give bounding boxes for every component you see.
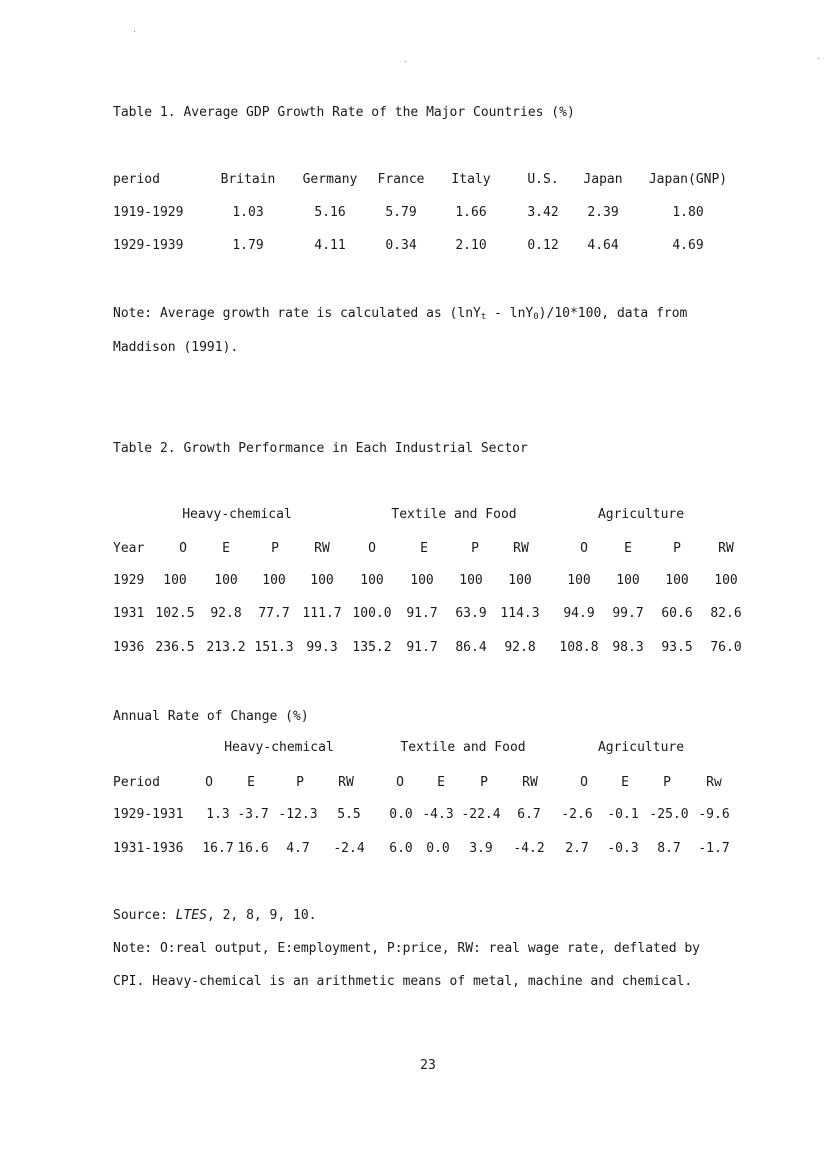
table1-cell: 5.79 [385, 205, 417, 220]
table1-note-line1: Note: Average growth rate is calculated as (lnY$_t$ - lnY$_0$)/10*100, data from [113, 306, 688, 322]
annual-group-header: Textile and Food [400, 740, 526, 755]
table2-cell: 86.4 [455, 640, 487, 655]
table2-cell: 102.5 [155, 606, 195, 621]
table1-header: Germany [302, 172, 358, 187]
annual-cell: 5.5 [337, 807, 361, 822]
table2-group-header: Textile and Food [391, 507, 517, 522]
table2-cell: 100 [214, 573, 238, 588]
annual-subheader: RW [522, 775, 538, 790]
annual-subheader: P [663, 775, 671, 790]
annual-cell: -1.7 [698, 841, 730, 856]
table2-year-label: Year [113, 541, 145, 556]
annual-cell: -0.3 [607, 841, 639, 856]
scan-speck [405, 61, 406, 62]
table2-cell: 100 [262, 573, 286, 588]
table2-cell: 100 [459, 573, 483, 588]
annual-cell: 2.7 [565, 841, 589, 856]
table2-cell: 100 [714, 573, 738, 588]
annual-cell: -22.4 [461, 807, 501, 822]
table2-cell: 100 [616, 573, 640, 588]
table2-subheader: RW [513, 541, 529, 556]
table2-cell: 135.2 [352, 640, 392, 655]
table2-cell: 100 [508, 573, 532, 588]
annual-cell: 1.3 [206, 807, 230, 822]
table2-note-line2: CPI. Heavy-chemical is an arithmetic means of metal, machine and chemical. [113, 974, 693, 989]
table1-cell: 2.39 [587, 205, 619, 220]
table2-subheader: RW [314, 541, 330, 556]
table2-cell: 77.7 [258, 606, 290, 621]
annual-cell: -3.7 [237, 807, 269, 822]
table1-cell: 3.42 [527, 205, 559, 220]
annual-cell: 8.7 [657, 841, 681, 856]
table2-note-line1: Note: O:real output, E:employment, P:price, RW: real wage rate, deflated by [113, 941, 700, 956]
annual-cell: -2.4 [333, 841, 365, 856]
table2-subheader: O [580, 541, 588, 556]
annual-subheader: Rw [706, 775, 722, 790]
table2-cell: 100 [665, 573, 689, 588]
annual-cell: 16.7 [202, 841, 234, 856]
table1-header: France [377, 172, 425, 187]
annual-cell: -4.3 [422, 807, 454, 822]
table2-cell: 91.7 [406, 606, 438, 621]
table1-cell: 4.69 [672, 238, 704, 253]
annual-cell: -9.6 [698, 807, 730, 822]
table2-subheader: E [420, 541, 428, 556]
table2-cell: 114.3 [500, 606, 540, 621]
table2-subheader: E [624, 541, 632, 556]
annual-period: 1929-1931 [113, 807, 184, 822]
annual-subheader: E [437, 775, 445, 790]
table1-cell: 1.80 [672, 205, 704, 220]
table2-cell: 108.8 [559, 640, 599, 655]
table2-cell: 100 [360, 573, 384, 588]
annual-subheader: P [296, 775, 304, 790]
table2-subheader: RW [718, 541, 734, 556]
table2-cell: 213.2 [206, 640, 246, 655]
table1-header: Britain [220, 172, 276, 187]
annual-period-label: Period [113, 775, 160, 790]
table2-cell: 76.0 [710, 640, 742, 655]
table2-subheader: O [368, 541, 376, 556]
table2-cell: 91.7 [406, 640, 438, 655]
annual-cell: 4.7 [286, 841, 310, 856]
table2-cell: 60.6 [661, 606, 693, 621]
annual-cell: 3.9 [469, 841, 493, 856]
table2-group-header: Agriculture [597, 507, 685, 522]
annual-cell: 6.0 [389, 841, 413, 856]
table1-cell: 5.16 [314, 205, 346, 220]
annual-group-header: Heavy-chemical [224, 740, 334, 755]
table1-cell: 4.64 [587, 238, 619, 253]
table2-cell: 99.7 [612, 606, 644, 621]
annual-group-header: Agriculture [597, 740, 685, 755]
table2-cell: 111.7 [302, 606, 342, 621]
annual-subheader: P [480, 775, 488, 790]
table2-cell: 94.9 [563, 606, 595, 621]
table2-year: 1931 [113, 606, 145, 621]
annual-cell: -4.2 [513, 841, 545, 856]
table1-note-line2: Maddison (1991). [113, 340, 239, 355]
table2-year: 1929 [113, 573, 145, 588]
annual-cell: 0.0 [426, 841, 450, 856]
table2-cell: 63.9 [455, 606, 487, 621]
annual-title: Annual Rate of Change (%) [113, 709, 309, 724]
table1-header: Italy [451, 172, 491, 187]
table1-header: Japan [583, 172, 623, 187]
annual-cell: -0.1 [607, 807, 639, 822]
table1-header: U.S. [527, 172, 559, 187]
table2-cell: 100 [410, 573, 434, 588]
table2-cell: 92.8 [210, 606, 242, 621]
table1-cell: 0.12 [527, 238, 559, 253]
annual-cell: -25.0 [649, 807, 689, 822]
table1-cell: 1929-1939 [113, 238, 184, 253]
table2-cell: 100 [163, 573, 187, 588]
table2-cell: 100 [567, 573, 591, 588]
table2-subheader: E [222, 541, 230, 556]
annual-cell: 16.6 [237, 841, 269, 856]
annual-cell: 6.7 [517, 807, 541, 822]
table1-title: Table 1. Average GDP Growth Rate of the Major Countries (%) [113, 105, 575, 120]
annual-subheader: O [580, 775, 588, 790]
source-line: Source: LTES, 2, 8, 9, 10. [113, 908, 317, 923]
table2-year: 1936 [113, 640, 145, 655]
table1-header: Japan(GNP) [648, 172, 728, 187]
scan-speck [818, 58, 819, 59]
table2-cell: 93.5 [661, 640, 693, 655]
table1-cell: 1.66 [455, 205, 487, 220]
table2-cell: 98.3 [612, 640, 644, 655]
table2-subheader: P [271, 541, 279, 556]
table1-cell: 1.03 [232, 205, 264, 220]
annual-subheader: E [247, 775, 255, 790]
annual-cell: 0.0 [389, 807, 413, 822]
table2-subheader: O [179, 541, 187, 556]
table1-cell: 4.11 [314, 238, 346, 253]
table2-subheader: P [673, 541, 681, 556]
table2-cell: 236.5 [155, 640, 195, 655]
table2-group-header: Heavy-chemical [182, 507, 292, 522]
table2-cell: 92.8 [504, 640, 536, 655]
annual-subheader: O [396, 775, 404, 790]
page-number: 23 [420, 1058, 436, 1073]
table1-cell: 2.10 [455, 238, 487, 253]
annual-period: 1931-1936 [113, 841, 184, 856]
table1-cell: 1919-1929 [113, 205, 184, 220]
annual-subheader: RW [338, 775, 354, 790]
annual-subheader: O [205, 775, 213, 790]
annual-cell: -12.3 [278, 807, 318, 822]
annual-cell: -2.6 [561, 807, 593, 822]
table2-cell: 99.3 [306, 640, 338, 655]
table1-cell: 1.79 [232, 238, 264, 253]
table2-cell: 82.6 [710, 606, 742, 621]
table2-cell: 100 [310, 573, 334, 588]
table2-title: Table 2. Growth Performance in Each Industrial Sector [113, 441, 528, 456]
annual-subheader: E [621, 775, 629, 790]
table2-cell: 100.0 [352, 606, 392, 621]
table1-header: period [113, 172, 160, 187]
table2-subheader: P [471, 541, 479, 556]
scan-speck [134, 31, 135, 32]
table2-cell: 151.3 [254, 640, 294, 655]
table1-cell: 0.34 [385, 238, 417, 253]
